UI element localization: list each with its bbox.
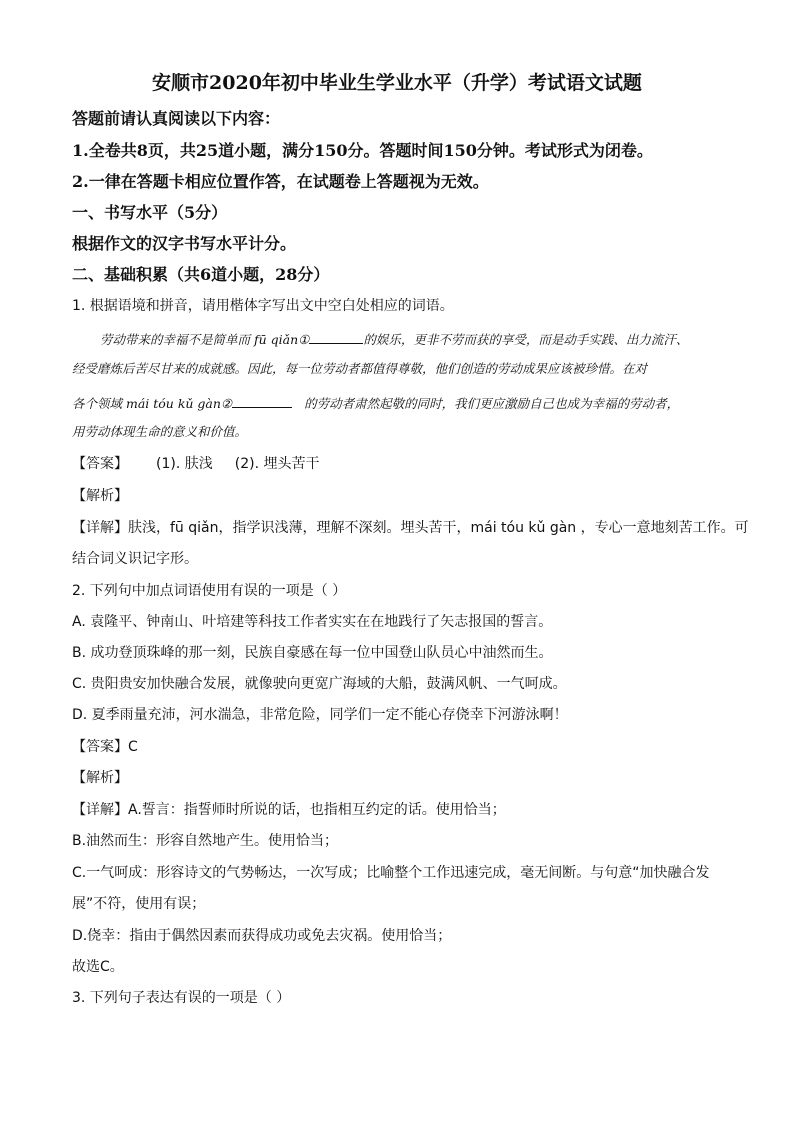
q1-passage-text: 各个领域 mái tóu kǔ gàn② — [72, 396, 233, 411]
answer-value-2: (2). 埋头苦干 — [234, 456, 320, 472]
section2-heading: 二、基础积累（共6道小题，28分） — [72, 265, 330, 284]
q1-passage-line-4: 用劳动体现生命的意义和价值。 — [72, 424, 248, 439]
q2-option-a: A. 袁隆平、钟南山、叶培建等科技工作者实实在在地践行了矢志报国的誓言。 — [72, 614, 553, 630]
q2-answer: 【答案】C — [72, 739, 138, 755]
q2-detail-line-3: C.一气呵成：形容诗文的气势畅达，一次写成；比喻整个工作迅速完成，毫无间断。与句意“加快融合发 — [72, 865, 710, 881]
answer-blank-1 — [309, 331, 363, 344]
q1-passage-text: 的劳动者肃然起敬的同时，我们更应激励自己也成为幸福的劳动者， — [304, 396, 680, 411]
q1-detail-line-2: 结合词义识记字形。 — [72, 551, 198, 567]
q1-passage-line-1 — [100, 331, 688, 347]
instruction-item-1: 1.全卷共8页，共25道小题，满分150分。答题时间150分钟。考试形式为闭卷。 — [72, 141, 653, 160]
answer-label: 【答案】 — [72, 456, 128, 472]
question-1-stem: 1. 根据语境和拼音，请用楷体字写出文中空白处相应的词语。 — [72, 298, 454, 314]
answer-blank-2 — [232, 395, 292, 408]
q2-detail-line-6: 故选C。 — [72, 959, 124, 975]
answer-value-1: (1). 肤浅 — [156, 456, 213, 472]
q1-passage-text: 劳动带来的幸福不是简单而 fū qiǎn① — [100, 332, 310, 347]
q2-option-b: B. 成功登顶珠峰的那一刻，民族自豪感在每一位中国登山队员心中油然而生。 — [72, 645, 553, 661]
q1-analysis-label: 【解析】 — [72, 488, 128, 504]
section1-text: 根据作文的汉字书写水平计分。 — [72, 234, 297, 253]
question-3-stem: 3. 下列句子表达有误的一项是（ ） — [72, 990, 291, 1006]
q2-detail-line-2: B.油然而生：形容自然地产生。使用恰当； — [72, 833, 339, 849]
q1-detail-line-1: 【详解】肤浅，fū qiǎn，指学识浅薄，理解不深刻。埋头苦干，mái tóu kǔ gàn ，专心一意地刻苦工作。可 — [72, 520, 749, 536]
q2-option-c: C. 贵阳贵安加快融合发展，就像驶向更宽广海域的大船，鼓满风帆、一气呵成。 — [72, 676, 567, 692]
instruction-item-2: 2.一律在答题卡相应位置作答，在试题卷上答题视为无效。 — [72, 172, 489, 191]
q1-passage-line-3 — [72, 395, 679, 411]
q2-option-d: D. 夏季雨量充沛，河水湍急，非常危险，同学们一定不能心存侥幸下河游泳啊！ — [72, 707, 568, 723]
q2-detail-line-1: 【详解】A.誓言：指誓师时所说的话，也指相互约定的话。使用恰当； — [72, 802, 506, 818]
page-title: 安顺市2020年初中毕业生学业水平（升学）考试语文试题 — [152, 72, 642, 94]
q1-answer — [72, 457, 319, 471]
q2-analysis-label: 【解析】 — [72, 770, 128, 786]
question-2-stem: 2. 下列句中加点词语使用有误的一项是（ ） — [72, 583, 347, 599]
instructions-heading: 答题前请认真阅读以下内容： — [72, 109, 281, 128]
q1-passage-line-2: 经受磨炼后苦尽甘来的成就感。因此，每一位劳动者都值得尊敬，他们创造的劳动成果应该被珍惜。在对 — [72, 361, 648, 376]
q2-detail-line-5: D.侥幸：指由于偶然因素而获得成功或免去灾祸。使用恰当； — [72, 928, 452, 944]
section1-heading: 一、书写水平（5分） — [72, 203, 228, 222]
q2-detail-line-4: 展”不符，使用有误； — [72, 896, 206, 912]
q1-passage-text: 的娱乐，更非不劳而获的享受，而是动手实践、出力流汗、 — [363, 332, 689, 347]
